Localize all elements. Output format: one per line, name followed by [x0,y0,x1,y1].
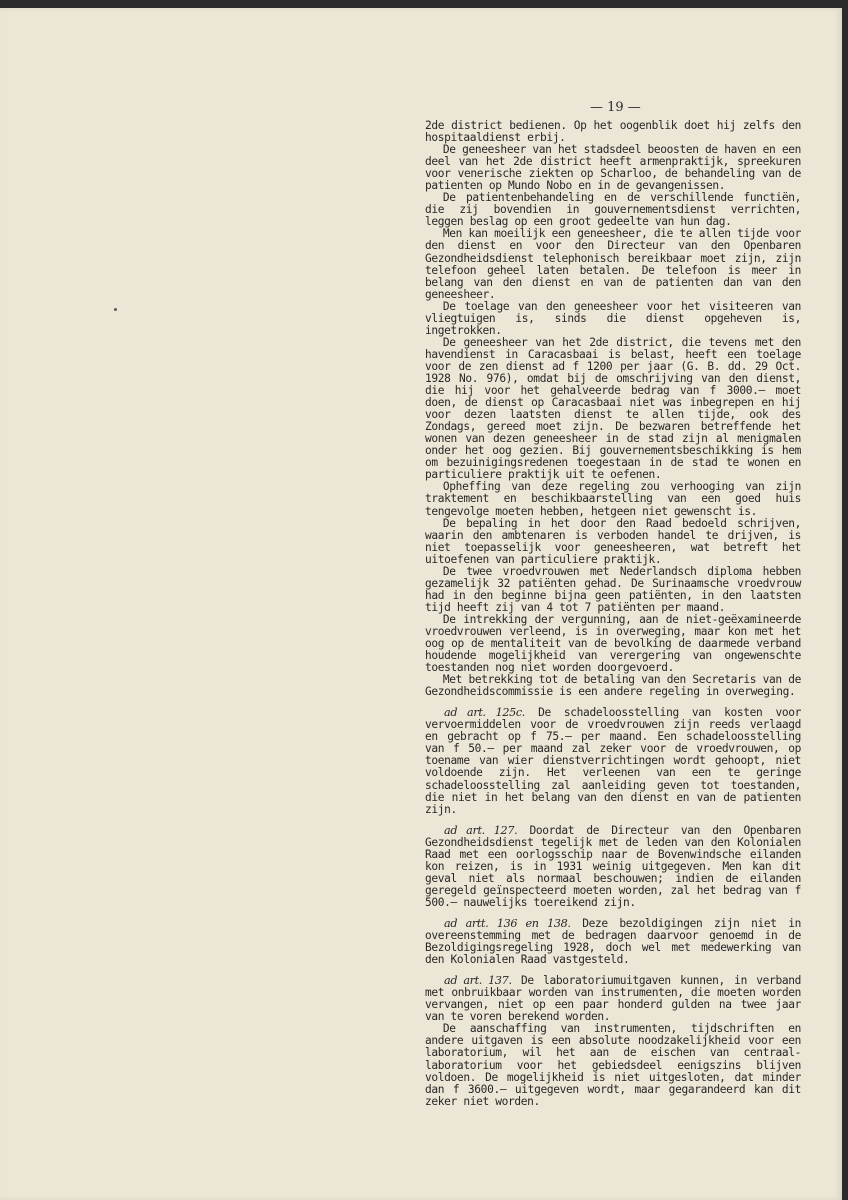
article-section [425,825,801,909]
text-column [425,120,801,1108]
paragraph: De patientenbehandeling en de verschillende functiën, die zij bovendien in gouvernementsdienst verrichten, leggen beslag op een groot gedeelte van hun dag. [425,191,801,229]
paragraph: Opheffing van deze regeling zou verhooging van zijn traktement en beschikbaarstelling van een goed huis tengevolge moeten hebben, hetgeen niet gewenscht is. [425,480,801,518]
article-text: Doordat de Directeur van den Openbaren Gezondheidsdienst tegelijk met de leden van den Kolonialen Raad met een oorlogsschip naar de Bovenwindsche eilanden kon reizen, is in 1931 weinig uitgegeven. Men kan dit geval niet als normaal beschouwen; indien de eilanden geregeld geïnspecteerd moeten worden, zal het bedrag van f 500.— nauwelijks toereikend zijn. [425,823,801,909]
article-reference: ad artt. 136 en 138. [444,917,571,930]
article-section [425,918,801,966]
article-section [425,707,801,815]
paragraph: Men kan moeilijk een geneesheer, die te allen tijde voor den dienst en voor den Directeur van den Openbaren Gezondheidsdienst telephonisch bereikbaar moet zijn, zijn telefoon geheel laten betalen. De telefoon is meer in belang van den dienst en van de patienten dan van den geneesheer. [425,227,801,301]
paragraph: 2de district bedienen. Op het oogenblik doet hij zelfs den hospitaaldienst erbij. [425,119,801,145]
article-reference: ad art. 127. [444,823,518,837]
closing-paragraph: De aanschaffing van instrumenten, tijdschriften en andere uitgaven is een absolute noodzakelijkheid voor een laboratorium, wil het aan de eischen van centraal-laboratorium voor het gebiedsdeel eenigszins blijven voldoen. De mogelijkheid is niet uitgesloten, dat minder dan f 3600.— uitgegeven wordt, maar gegarandeerd kan dit zeker niet worden. [425,1022,801,1108]
paragraph: De geneesheer van het stadsdeel beoosten de haven en een deel van het 2de district heeft armenpraktijk, spreekuren voor venerische ziekten op Scharloo, de behandeling van de patienten op Mundo Nobo en in de gevangenissen. [425,143,801,193]
paragraph: De toelage van den geneesheer voor het visiteeren van vliegtuigen is, sinds die dienst opgeheven is, ingetrokken. [425,299,801,337]
document-page [0,8,842,1200]
article-text: De schadeloosstelling van kosten voor vervoermiddelen voor de vroedvrouwen zijn reeds verlaagd en gebracht op f 75.— per maand. Een schadeloosstelling van f 50.— per maand zal zeker voor de vroedvrouwen, op toename van wier dienstverrichtingen wordt gehoopt, niet voldoende zijn. Het verleenen van een te geringe schadeloosstelling zal aanleiding geven tot toestanden, die niet in het belang van den dienst en van de patienten zijn. [425,706,802,816]
article-reference: ad art. 125c. [444,706,526,720]
page-number: — 19 — [590,100,641,115]
article-text: Deze bezoldigingen zijn niet in overeenstemming met de bedragen daarvoor genoemd in de Bezoldigingsregeling 1928, doch wel met medewerking van den Kolonialen Raad vastgesteld. [425,917,801,967]
paragraph: De intrekking der vergunning, aan de niet-geëxamineerde vroedvrouwen verleend, is in overweging, maar kon met het oog op de mentaliteit van de bevolking de daarmede verband houdende mogelijkheid van verergering van ongewenschte toestanden nog niet worden doorgevoerd. [425,612,801,675]
article-reference: ad art. 137. [444,974,512,988]
article-text: De laboratoriumuitgaven kunnen, in verband met onbruikbaar worden van instrumenten, die moeten worden vervangen, niet op een paar honderd gulden na twee jaar van te voren berekend worden. [425,974,801,1024]
article-section [425,975,801,1023]
paragraph: Met betrekking tot de betaling van den Secretaris van de Gezondheidscommissie is een andere regeling in overweging. [425,673,801,699]
paragraph: De bepaling in het door den Raad bedoeld schrijven, waarin den ambtenaren is verboden handel te drijven, is niet toepasselijk voor geneesheeren, wat betreft het uitoefenen van particuliere praktijk. [425,516,801,566]
paragraph: De geneesheer van het 2de district, die tevens met den havendienst in Caracasbaai is belast, heeft een toelage voor de zen dienst ad f 1200 per jaar (G. B. dd. 29 Oct. 1928 No. 976), omdat bij de omschrijving van den dienst, die hij voor het gehalveerde bedrag van f 3000.— moet doen, de dienst op Caracasbaai niet was inbegrepen en hij voor dezen laatsten dienst te allen tijde, ook des Zondags, gereed moet zijn. De bezwaren betreffende het wonen van dezen geneesheer in de stad zijn al menigmalen onder het oog gezien. Bij gouvernementsbeschikking is hem om bezuinigingsredenen toegestaan in de stad te wonen en particuliere praktijk uit te oefenen. [425,335,801,482]
paper-speck [114,308,117,311]
paragraph: De twee vroedvrouwen met Nederlandsch diploma hebben gezamelijk 32 patiënten gehad. De Surinaamsche vroedvrouw had in den beginne bijna geen patiënten, in den laatsten tijd heeft zij van 4 tot 7 patiënten per maand. [425,564,801,614]
